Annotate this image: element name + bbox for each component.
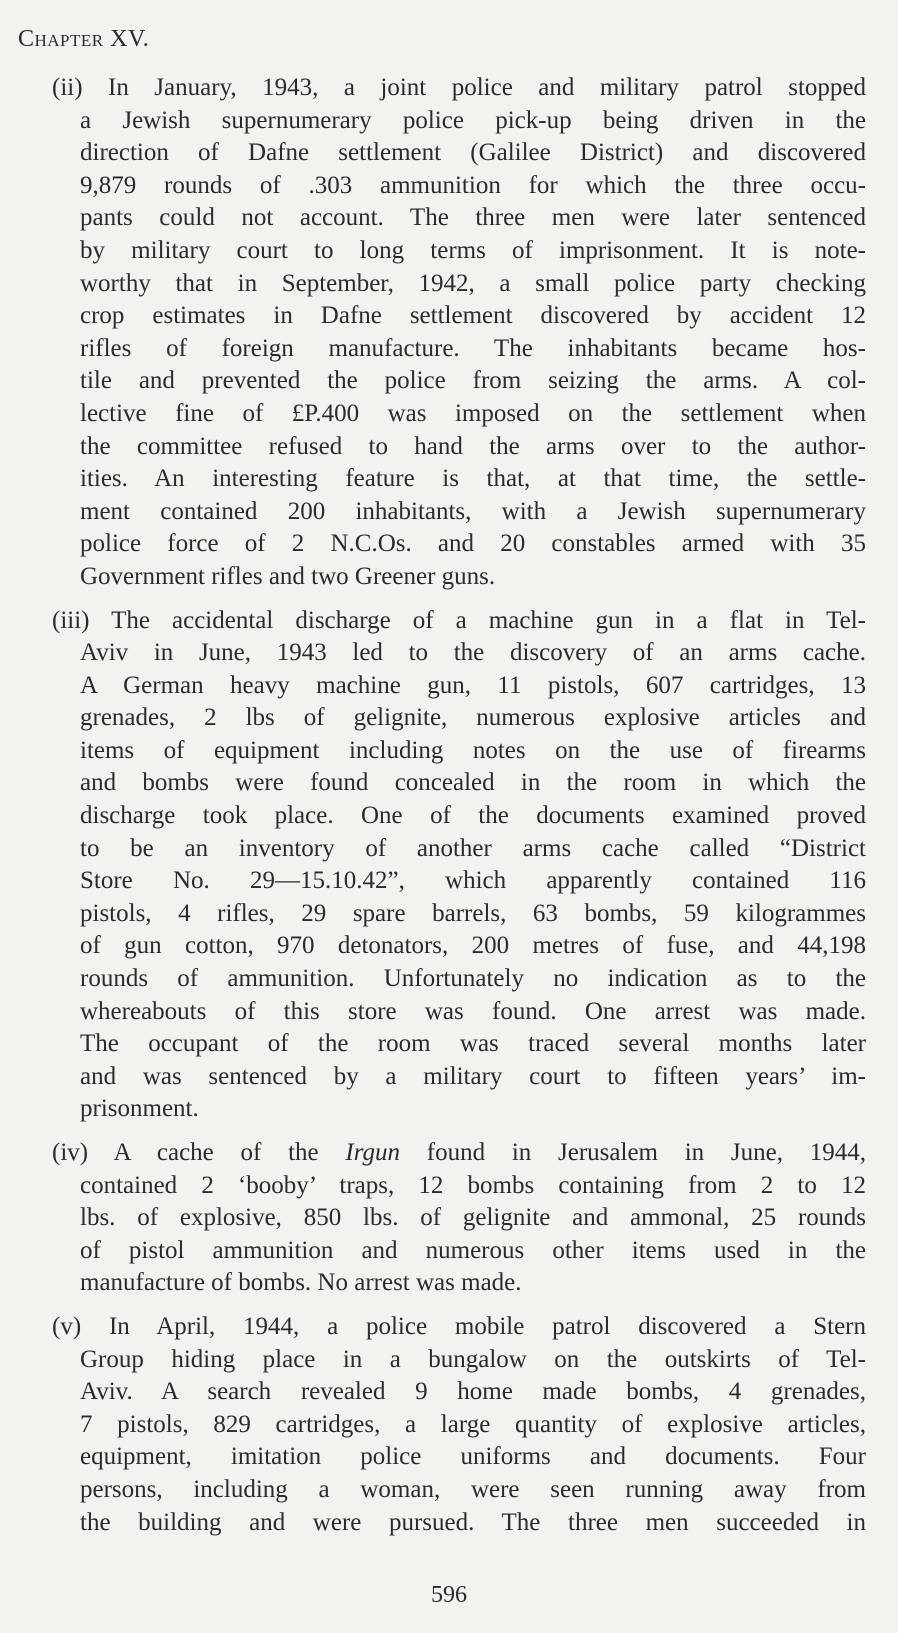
text-line: items of equipment including notes on the use of firearms [80,736,866,764]
text-line [52,1137,866,1170]
text-line: rifles of foreign manufacture. The inhabitants became hos- [80,334,866,362]
text-line: (ii) In January, 1943, a joint police and military patrol stopped [52,74,866,101]
text-line: (v) In April, 1944, a police mobile patrol discovered a Stern [52,1312,866,1340]
text-line: manufacture of bombs. No arrest was made. [80,1269,522,1297]
text-line: tile and prevented the police from seizing the arms. A col- [80,367,866,395]
text-line: Aviv. A search revealed 9 home made bombs, 4 grenades, [80,1378,866,1406]
text-line: the building and were pursued. The three men succeeded in [80,1508,866,1536]
text-line: to be an inventory of another arms cache called “District [80,834,866,862]
paragraph [0,605,898,1127]
text-line: crop estimates in Dafne settlement discovered by accident 12 [80,302,866,330]
text-line: rounds of ammunition. Unfortunately no indication as to the [80,965,866,993]
text-line: worthy that in September, 1942, a small police party checking [80,269,866,297]
chapter-heading: Chapter XV. [18,26,150,52]
text-line: by military court to long terms of imprisonment. It is note- [80,236,866,264]
paragraph [0,72,898,594]
text-line: the committee refused to hand the arms over to the author- [80,432,866,460]
paragraph [0,1311,898,1539]
italic-term: Irgun [345,1139,401,1166]
text-line: 9,879 rounds of .303 ammunition for which the three occu- [80,171,866,199]
text-line: discharge took place. One of the documents examined proved [80,802,866,830]
text-line: (iii) The accidental discharge of a machine gun in a flat in Tel- [52,606,866,634]
text-line: and was sentenced by a military court to fifteen years’ im- [80,1062,866,1090]
text-segment: (iv) A cache of the [52,1139,346,1166]
text-line: lbs. of explosive, 850 lbs. of gelignite and ammonal, 25 rounds [80,1204,866,1232]
paragraph [0,1137,898,1300]
text-line: contained 2 ‘booby’ traps, 12 bombs containing from 2 to 12 [80,1171,866,1199]
page-number: 596 [431,1582,467,1608]
text-line: persons, including a woman, were seen running away from [80,1475,866,1503]
text-line: Group hiding place in a bungalow on the outskirts of Tel- [80,1345,866,1373]
text-line: ities. An interesting feature is that, at that time, the settle- [80,465,866,493]
text-line: grenades, 2 lbs of gelignite, numerous explosive articles and [80,704,866,732]
text-line: The occupant of the room was traced several months later [80,1030,866,1058]
text-line: 7 pistols, 829 cartridges, a large quantity of explosive articles, [80,1410,866,1438]
text-line: A German heavy machine gun, 11 pistols, 607 cartridges, 13 [80,671,866,699]
text-line: Store No. 29—15.10.42”, which apparently contained 116 [80,867,866,895]
text-line: lective fine of £P.400 was imposed on the settlement when [80,399,866,427]
text-line: and bombs were found concealed in the room in which the [80,769,866,797]
text-line: Aviv in June, 1943 led to the discovery of an arms cache. [80,639,866,667]
text-line: police force of 2 N.C.Os. and 20 constables armed with 35 [80,530,866,558]
text-line: of gun cotton, 970 detonators, 200 metres of fuse, and 44,198 [80,932,866,960]
text-line: prisonment. [80,1095,199,1123]
text-line: pistols, 4 rifles, 29 spare barrels, 63 bombs, 59 kilogrammes [80,899,866,927]
text-line: pants could not account. The three men were later sentenced [80,204,866,232]
text-line: a Jewish supernumerary police pick-up being driven in the [80,106,866,134]
document-body [0,72,898,1550]
text-segment: found in Jerusalem in June, 1944, [400,1139,866,1166]
text-line: whereabouts of this store was found. One arrest was made. [80,997,866,1025]
text-line: Government rifles and two Greener guns. [80,562,496,590]
text-line: of pistol ammunition and numerous other items used in the [80,1236,866,1264]
text-line: equipment, imitation police uniforms and documents. Four [80,1443,866,1471]
text-line: ment contained 200 inhabitants, with a Jewish supernumerary [80,497,866,525]
text-line: direction of Dafne settlement (Galilee District) and discovered [80,139,866,167]
